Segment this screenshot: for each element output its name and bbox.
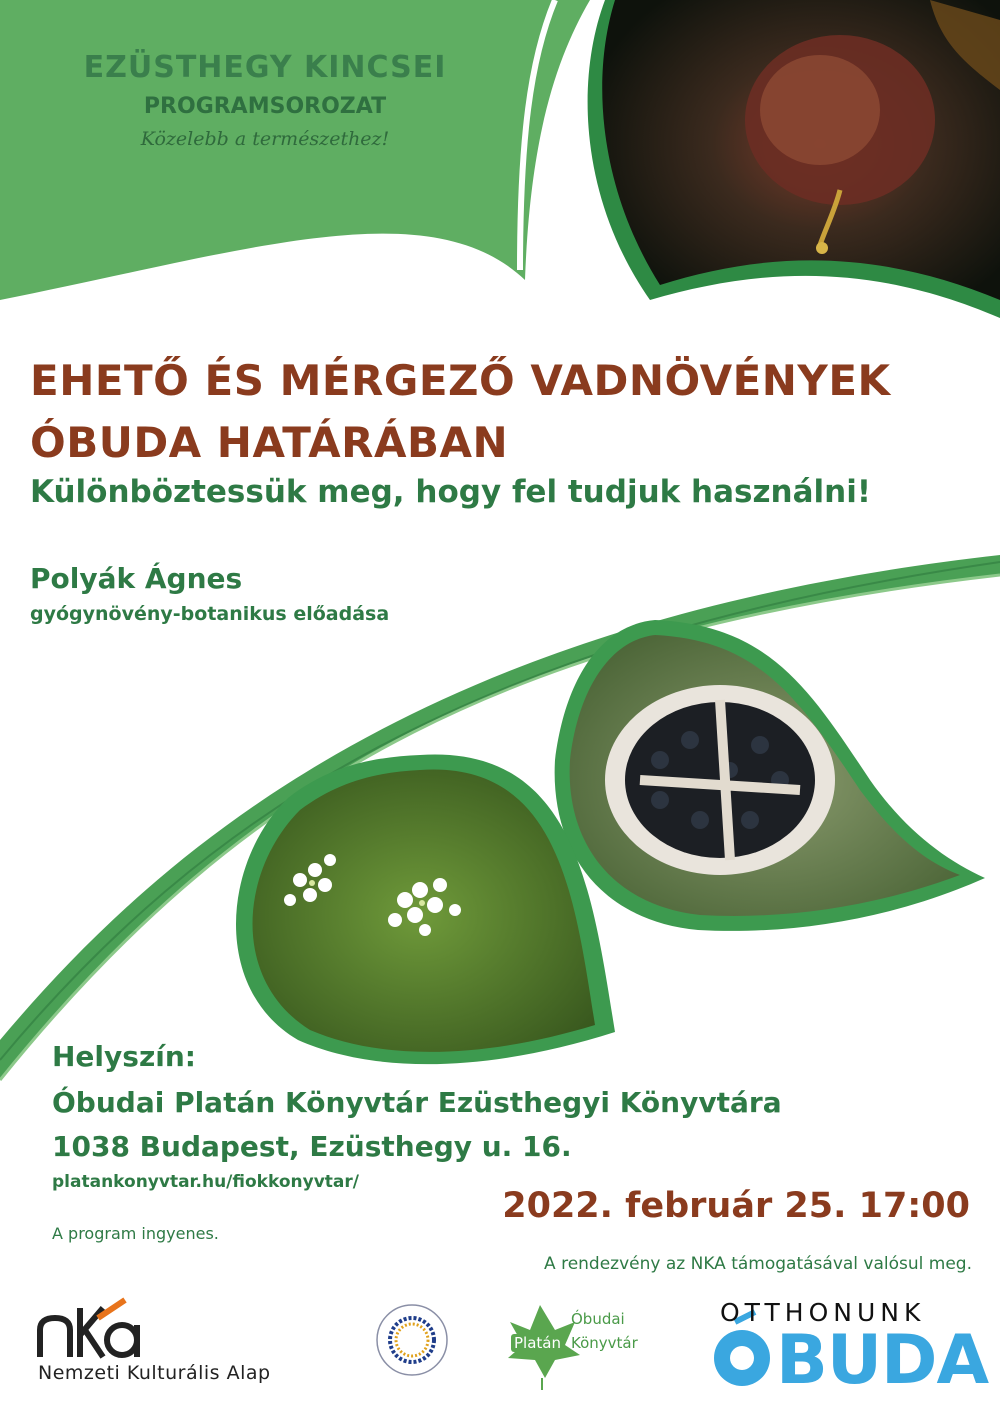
platan-logo-word: Platán bbox=[511, 1334, 564, 1352]
venue-label: Helyszín: bbox=[52, 1040, 196, 1073]
venue-name: Óbudai Platán Könyvtár Ezüsthegyi Könyvtára bbox=[52, 1086, 782, 1119]
svg-text:BUDA: BUDA bbox=[776, 1321, 989, 1400]
venue-address: 1038 Budapest, Ezüsthegy u. 16. bbox=[52, 1130, 572, 1163]
speaker-role: gyógynövény-botanikus előadása bbox=[30, 603, 390, 625]
obuda-logo-top: OTTHONUNK bbox=[720, 1298, 926, 1327]
speaker-name: Polyák Ágnes bbox=[30, 562, 243, 595]
support-note: A rendezvény az NKA támogatásával valósul meg. bbox=[544, 1254, 972, 1274]
series-subtitle: PROGRAMSOROZAT bbox=[143, 94, 387, 119]
free-admission-note: A program ingyenes. bbox=[52, 1224, 219, 1243]
nka-logo bbox=[40, 1300, 137, 1357]
series-motto: Közelebb a természethez! bbox=[140, 128, 390, 150]
event-date: 2022. február 25. 17:00 bbox=[502, 1186, 970, 1226]
nka-logo-name: Nemzeti Kulturális Alap bbox=[38, 1362, 271, 1384]
event-title-line2: ÓBUDA HATÁRÁBAN bbox=[30, 418, 509, 467]
event-subtitle: Különböztessük meg, hogy fel tudjuk használni! bbox=[30, 474, 871, 510]
platan-logo-line2: Könyvtár bbox=[571, 1334, 638, 1352]
venue-url-link[interactable]: platankonyvtar.hu/fiokkonyvtar/ bbox=[52, 1172, 359, 1192]
series-title: EZÜSTHEGY KINCSEI bbox=[83, 50, 447, 85]
platan-logo-line1: Óbudai bbox=[571, 1310, 625, 1328]
event-title-line1: EHETŐ ÉS MÉRGEZŐ VADNÖVÉNYEK bbox=[30, 356, 891, 405]
library-seal bbox=[377, 1305, 447, 1375]
